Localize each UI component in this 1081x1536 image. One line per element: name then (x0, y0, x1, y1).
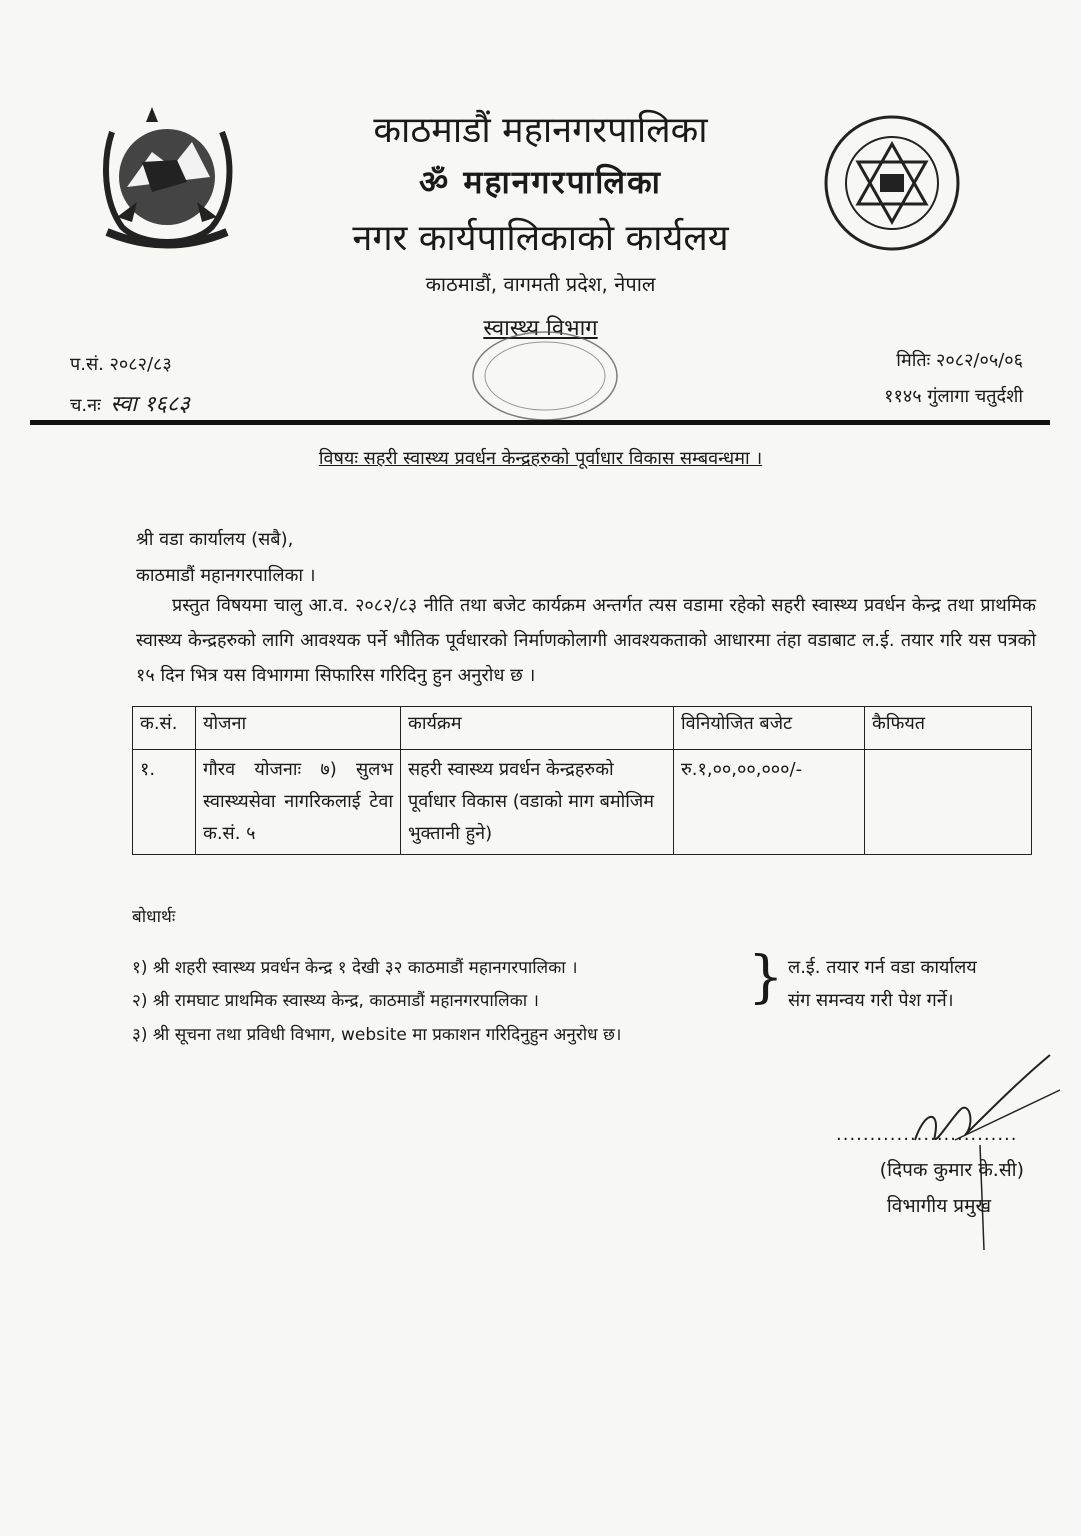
header-divider (30, 420, 1050, 425)
cell-budget: रु.१,००,००,०००/- (674, 750, 865, 855)
office-address: काठमाडौं, वागमती प्रदेश, नेपाल (425, 272, 656, 296)
column-header-budget: विनियोजित बजेट (674, 707, 865, 750)
column-header-scheme: योजना (196, 707, 401, 750)
handwritten-signature-icon (880, 1050, 1070, 1260)
municipality-name: काठमाडौं महानगरपालिका (373, 110, 708, 151)
plan-table (132, 706, 1032, 855)
letter-body: प्रस्तुत विषयमा चालु आ.व. २०८२/८३ नीति तथा बजेट कार्यक्रम अन्तर्गत त्यस वडामा रहेको सहरी स्वास्थ्य प्रवर्धन केन्द्र तथा प्राथमिक स्वास्थ्य केन्द्रहरुको लागि आवश्यक पर्ने भौतिक पूर्वधारको निर्माणकोलागी आवश्यकताको आधारमा तंहा वडाबाट ल.ई. तयार गरि यस पत्रको १५ दिन भित्र यस विभागमा सिफारिस गरिदिनु हुन अनुरोध छ । (136, 595, 1036, 686)
letter-subject: विषयः सहरी स्वास्थ्य प्रवर्धन केन्द्रहरुको पूर्वाधार विकास सम्बवन्धमा । (318, 448, 763, 469)
letter-date: मितिः २०८२/०५/०६ (896, 350, 1023, 371)
department-name: स्वास्थ्य विभाग (483, 316, 598, 341)
recipient-line-1: श्री वडा कार्यालय (सबै), (136, 529, 294, 550)
cc-label: बोधार्थः (132, 907, 176, 927)
cc-note-line-1: ल.ई. तयार गर्न वडा कार्यालय (788, 957, 977, 978)
signer-title: विभागीय प्रमुख (886, 1195, 991, 1217)
dispatch-number (70, 388, 190, 418)
column-header-remarks: कैफियत (865, 707, 1032, 750)
signer-name: (दिपक कुमार के.सी) (879, 1159, 1024, 1181)
table-header-row (133, 707, 1032, 750)
dispatch-handwritten: स्वा १६८३ (110, 392, 190, 417)
cc-item: २) श्री रामघाट प्राथमिक स्वास्थ्य केन्द्र, काठमाडौं महानगरपालिका । (132, 991, 539, 1011)
signature-line: ........................... (836, 1124, 1018, 1145)
municipality-stylized-name: ॐ महानगरपालिका (419, 163, 662, 201)
column-header-serial: क.सं. (133, 707, 196, 750)
cc-brace: } (748, 945, 784, 1010)
cc-note-line-2: संग समन्वय गरी पेश गर्ने। (788, 990, 954, 1011)
cell-program: सहरी स्वास्थ्य प्रवर्धन केन्द्रहरुको पूर्वाधार विकास (वडाको माग बमोजिम भुक्तानी हुने) (401, 750, 674, 855)
cell-scheme: गौरव योजनाः ७) सुलभ स्वास्थ्यसेवा नागरिकलाई टेवा क.सं. ५ (196, 750, 401, 855)
reference-number: प.सं. २०८२/८३ (70, 354, 172, 375)
dispatch-label: च.नः (70, 395, 101, 416)
letter-tithi: ११४५ गुंलागा चतुर्दशी (884, 386, 1023, 407)
cc-item: ३) श्री सूचना तथा प्रविधी विभाग, website मा प्रकाशन गरिदिनुहुन अनुरोध छ। (132, 1025, 622, 1045)
office-name: नगर कार्यपालिकाको कार्यलय (352, 218, 729, 259)
office-stamp-icon (470, 330, 620, 422)
table-row (133, 750, 1032, 855)
recipient-line-2: काठमाडौं महानगरपालिका । (136, 565, 316, 586)
column-header-program: कार्यक्रम (401, 707, 674, 750)
cc-item: १) श्री शहरी स्वास्थ्य प्रवर्धन केन्द्र १ देखी ३२ काठमाडौं महानगरपालिका । (132, 958, 578, 978)
cell-serial: १. (133, 750, 196, 855)
cell-remarks (865, 750, 1032, 855)
kmc-seal-icon (822, 110, 962, 256)
